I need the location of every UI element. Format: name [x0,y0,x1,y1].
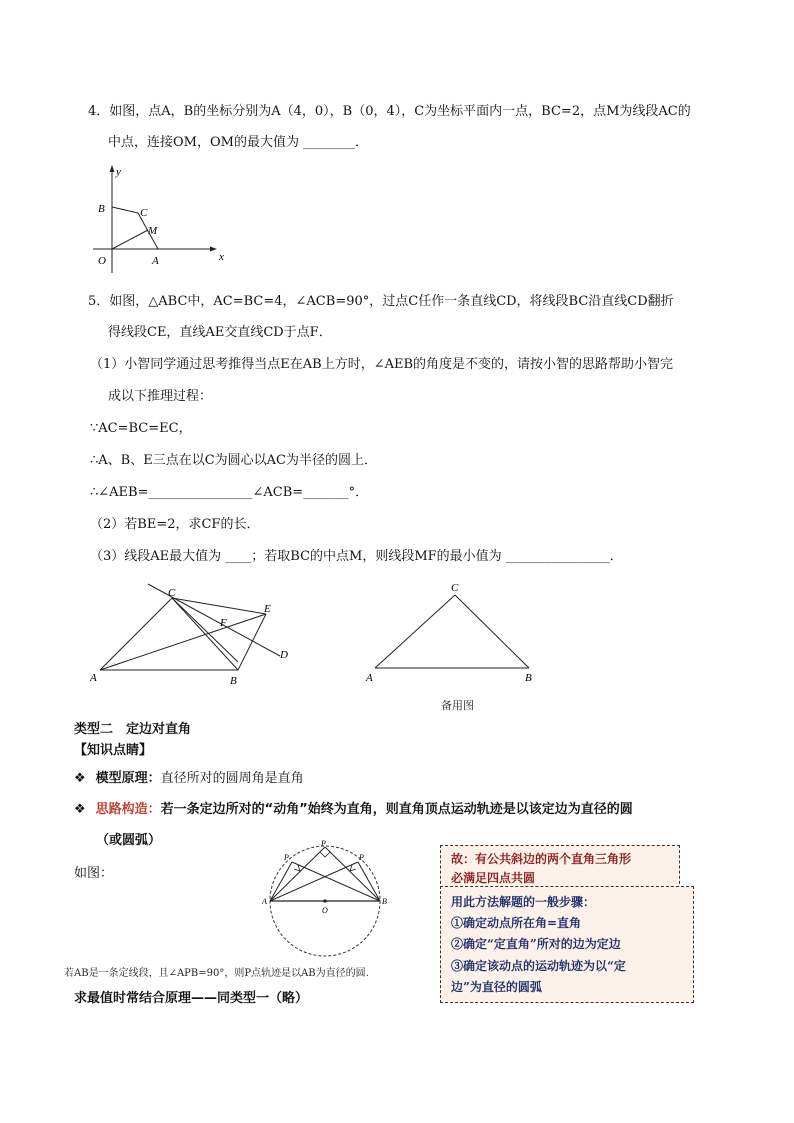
q5-part1-line-2: 成以下推理过程： [108,389,213,404]
type2-title: 类型二 定边对直角 [74,722,192,737]
type2-label-A: A [262,897,267,906]
q5-fig1-label-C: C [168,587,176,599]
type2-label-P3: P [359,853,364,862]
type2-figure-caption: 若AB是一条定线段，且∠APB=90°，则P点轨迹是以AB为直径的圆. [64,968,369,979]
q5-part2: （2）若BE=2，求CF的长． [90,517,260,532]
note2-step-2: ②确定“定直角”所对的边为定边 [451,937,621,951]
type2-bullet-2 [74,801,633,819]
q4-figure [85,163,245,281]
q5-line-2: 得线段CE，直线AE交直线CD于点F． [108,325,332,340]
q5-fig2-caption: 备用图 [441,699,474,712]
type2-final: 求最值时常结合原理——同类型一（略） [74,991,309,1006]
note1-line-2: 必满足四点共圆 [451,871,536,885]
note2-title: 用此方法解题的一般步骤： [451,895,596,909]
q5-figure-2 [362,578,542,688]
bullet-icon: ❖ [74,802,86,817]
type2-label-P2: P [321,839,326,848]
q5-fig1-label-A: A [90,672,97,684]
q5-fig1-label-B: B [230,675,237,687]
note2-step-3: ③确定该动点的运动轨迹为以“定 [451,959,626,973]
type2-as-shown: 如图： [74,866,114,881]
q4-label-C: C [140,207,148,219]
type2-label-O: O [322,906,328,915]
bullet-2-text: 若一条定边所对的“动角”始终为直角，则直角顶点运动轨迹是以该定边为直径的圆 [160,802,633,817]
q5-fig1-label-F: F [220,617,227,629]
note1-line-1: 故：有公共斜边的两个直角三角形 [451,852,632,866]
bullet-1-label: 模型原理： [95,771,161,786]
q4-label-x: x [219,251,224,263]
q5-fig2-label-B: B [525,672,532,684]
q5-fig2-label-C: C [451,582,459,594]
type2-label-P1: P [284,853,289,862]
bullet-2-label: 思路构造： [95,802,161,817]
bullet-icon: ❖ [74,771,86,786]
note2-step-3-cont: 边”为直径的圆弧 [451,980,542,994]
bullet-1-text: 直径所对的圆周角是直角 [160,771,304,786]
note-box-four-points [440,845,680,889]
q4-label-O: O [98,255,106,267]
q4-label-y: y [116,166,121,178]
q5-therefore-1: ∴A、B、E三点在以C为圆心以AC为半径的圆上． [90,453,377,468]
q4-label-B: B [98,203,105,215]
q5-therefore-2: ∴∠AEB=________________∠ACB=_______°． [90,485,369,500]
q5-fig1-label-E: E [264,603,271,615]
q4-line-1: 4．如图，点A，B的坐标分别为A（4，0），B（0，4），C为坐标平面内一点，BC=2，点M为线段AC的 [88,104,691,119]
q4-line-2: 中点，连接OM，OM的最大值为 ________． [108,135,369,150]
q5-part3: （3）线段AE最大值为 ____；若取BC的中点M，则线段MF的最小值为 ________________． [90,549,623,564]
type2-circle-figure [258,838,394,962]
q5-part1-line-1: （1）小智同学通过思考推得当点E在AB上方时，∠AEB的角度是不变的，请按小智的思路帮助小智完 [90,357,674,372]
note2-step-1: ①确定动点所在角=直角 [451,916,582,930]
q5-fig2-label-A: A [366,672,373,684]
q4-label-A: A [152,255,159,267]
type2-knowledge: 【知识点睛】 [74,743,153,758]
q5-figure-1 [88,582,298,690]
note-box-steps [440,886,694,1003]
q4-label-M: M [148,225,158,237]
type2-bullet-2-cont: （或圆弧） [96,833,162,848]
q5-line-1: 5．如图，△ABC中，AC=BC=4，∠ACB=90°，过点C任作一条直线CD，将线段BC沿直线CD翻折 [88,294,674,309]
type2-label-B: B [382,897,387,906]
q5-fig1-label-D: D [280,649,288,661]
type2-bullet-1 [74,770,304,788]
q5-because: ∵AC=BC=EC， [90,421,192,436]
